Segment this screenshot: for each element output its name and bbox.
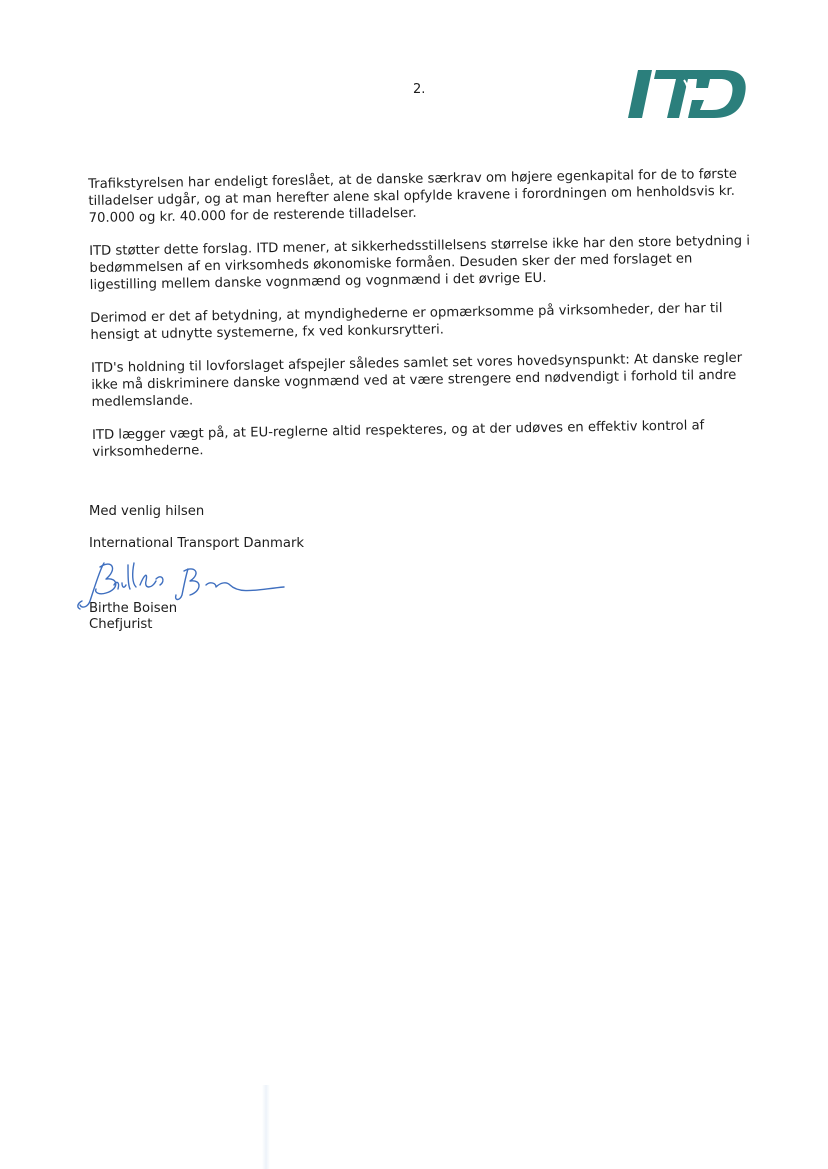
- scan-artifact: [262, 1085, 270, 1169]
- paragraph: Trafikstyrelsen har endeligt foreslået, at de danske særkrav om højere egenkapital for de to første tilladelser udgår, og at man herefter alene skal opfylde kravene i forordningen om henholdsvis kr. 70.000 og kr. 40.000 for de resterende tilladelser.: [88, 166, 738, 226]
- closing-greeting: Med venlig hilsen: [89, 504, 205, 519]
- letter-body: [88, 166, 761, 477]
- paragraph: ITD's holdning til lovforslaget afspejler således samlet set vores hovedsynspunkt: At danske regler ikke må diskriminere danske vognmænd ved at være strengere end nødvendigt i forhold til andre medlemslande.: [90, 350, 743, 410]
- itd-logo: [626, 66, 748, 122]
- signatory-name: Birthe Boisen: [89, 601, 178, 616]
- page-number: 2.: [413, 82, 426, 97]
- closing-organization: International Transport Danmark: [89, 536, 305, 551]
- paragraph: ITD lægger vægt på, at EU-reglerne altid respekteres, og at der udøves en effektiv kontrol af virksomhederne.: [91, 418, 705, 460]
- signatory-title: Chefjurist: [89, 617, 153, 632]
- paragraph: ITD støtter dette forslag. ITD mener, at sikkerhedsstillelsens størrelse ikke har den store betydning i bedømmelsen af en virksomheds økonomiske formåen. Desuden sker der med forslaget en ligestilling mellem danske vognmænd og vognmænd i det øvrige EU.: [89, 233, 751, 293]
- paragraph: Derimod er det af betydning, at myndighederne er opmærksomme på virksomheder, der har til hensigt at udnytte systemerne, fx ved konkursrytteri.: [90, 301, 723, 343]
